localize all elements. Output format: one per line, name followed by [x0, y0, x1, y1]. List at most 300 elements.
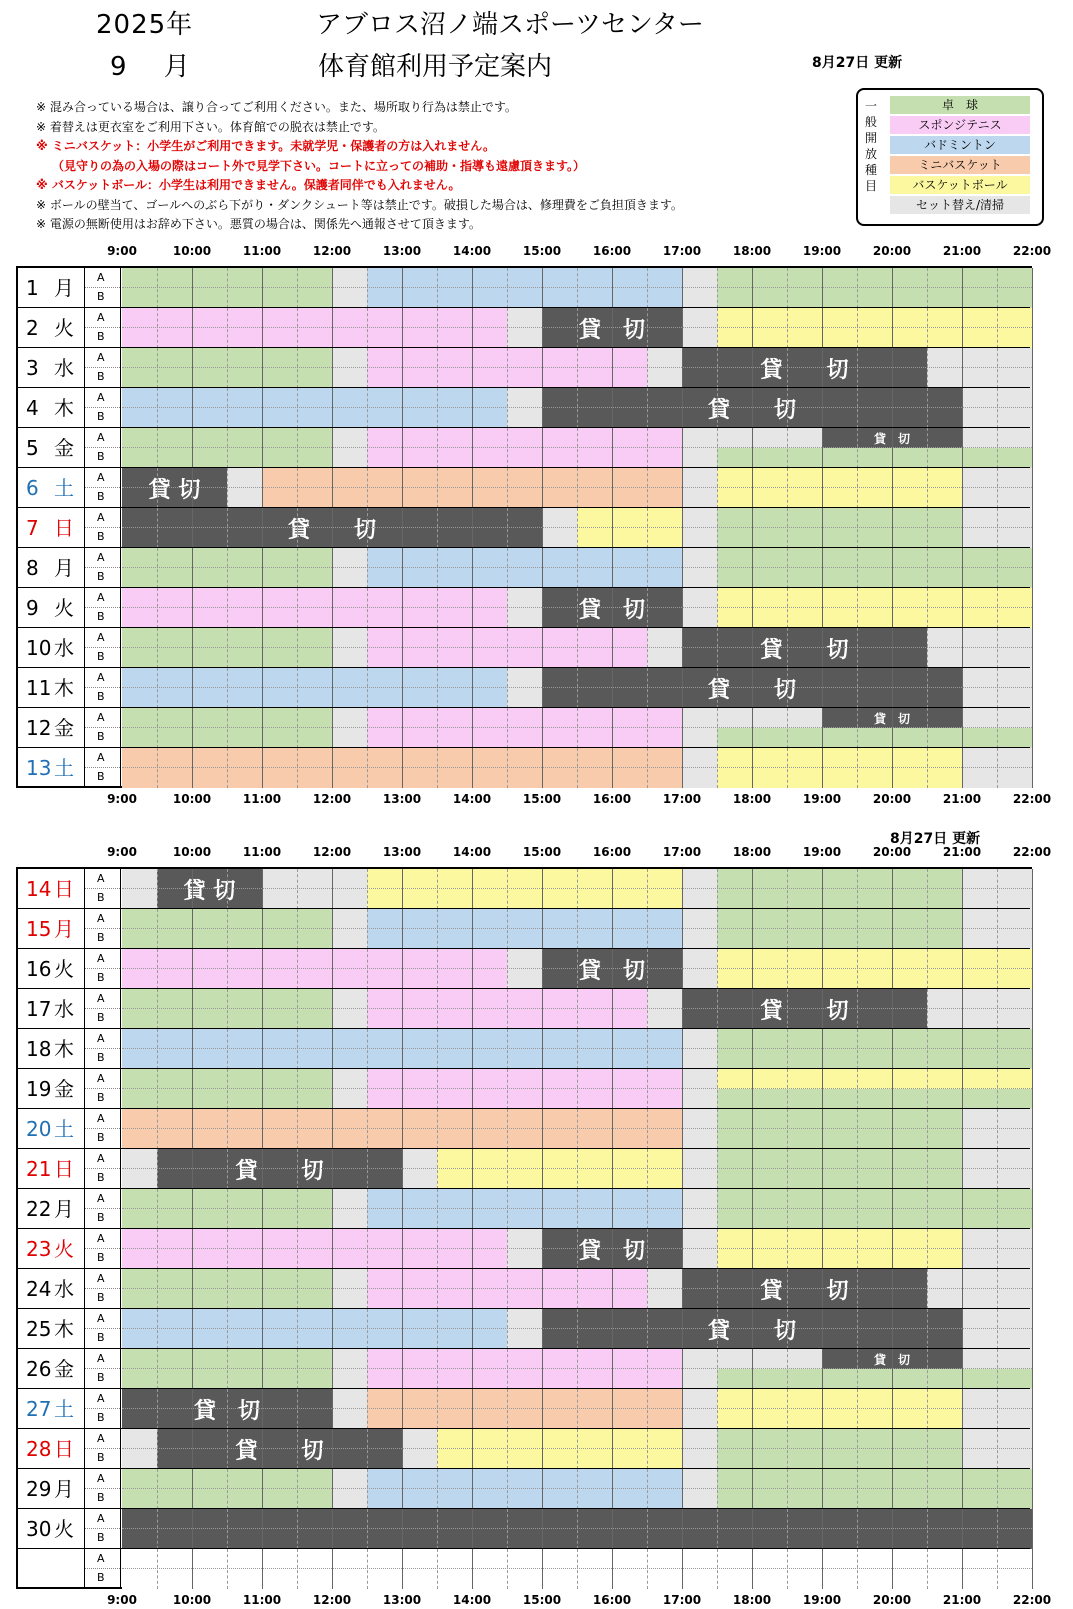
day-row: [18, 1229, 1030, 1269]
legend-item: スポンジテニス: [890, 116, 1030, 134]
schedule-block: [682, 1189, 717, 1229]
reserved-block: 貸 切: [542, 388, 962, 428]
day-row: [18, 1429, 1030, 1469]
schedule-block: [437, 1429, 682, 1469]
hour-label: 9:00: [107, 244, 137, 258]
court-b-label: B: [97, 1491, 105, 1504]
court-labels: [85, 428, 121, 468]
court-labels: [85, 1269, 121, 1309]
schedule-block: [367, 268, 682, 308]
court-labels: [85, 1389, 121, 1429]
hour-label: 12:00: [312, 1593, 352, 1607]
legend-item: ミニバスケット: [890, 156, 1030, 174]
schedule-block: [227, 468, 262, 508]
schedule-block: [682, 588, 717, 628]
legend-vertical-char: 種: [864, 163, 877, 177]
court-a-label: A: [97, 431, 105, 444]
schedule-block: [717, 588, 1032, 628]
hour-label: 9:00: [107, 845, 137, 859]
hour-label: 12:00: [312, 244, 352, 258]
day-of-week: 日: [54, 877, 74, 901]
reserved-block: 貸 切: [157, 1429, 402, 1469]
court-b-label: B: [97, 330, 105, 343]
note-line: ※ 電源の無断使用はお辞め下さい。悪質の場合は、関係先へ通報させて頂きます。: [36, 217, 481, 231]
court-a-label: A: [97, 1432, 105, 1445]
schedule-block: [507, 388, 542, 428]
schedule-block: [122, 1149, 157, 1189]
schedule-block: [507, 949, 542, 989]
hour-label: 15:00: [522, 792, 562, 806]
reserved-block: 貸 切: [682, 1269, 927, 1309]
legend-vertical-char: 般: [864, 115, 877, 129]
day-of-week: 水: [54, 356, 74, 380]
hour-label: 9:00: [107, 1593, 137, 1607]
schedule-block: [332, 268, 367, 308]
day-label: [18, 1509, 85, 1549]
hour-label: 19:00: [802, 792, 842, 806]
day-row: [18, 1389, 1030, 1429]
day-row: [18, 308, 1030, 348]
schedule-block: [717, 1429, 962, 1469]
schedule-block: [717, 909, 962, 949]
court-b-label: B: [97, 1411, 105, 1424]
schedule-block: [682, 728, 717, 748]
schedule-block: [122, 588, 507, 628]
schedule-block: [717, 268, 1032, 308]
court-b-label: B: [97, 1171, 105, 1184]
schedule-block: [332, 1189, 367, 1229]
hour-label: 16:00: [592, 792, 632, 806]
court-b-label: B: [97, 530, 105, 543]
day-label: [18, 468, 85, 508]
court-b-label: B: [97, 370, 105, 383]
schedule-block: [367, 1469, 682, 1509]
day-of-week: 木: [54, 1037, 74, 1061]
day-label: [18, 308, 85, 348]
schedule-grid-1: [16, 266, 1032, 788]
reserved-block: 貸 切: [822, 1349, 962, 1369]
schedule-block: [682, 548, 717, 588]
court-labels: [85, 588, 121, 628]
day-of-week: 月: [54, 276, 74, 300]
court-a-label: A: [97, 391, 105, 404]
schedule-block: [332, 1069, 367, 1089]
court-labels: [85, 1149, 121, 1189]
schedule-block: [682, 508, 717, 548]
day-label: [18, 628, 85, 668]
hour-label: 12:00: [312, 845, 352, 859]
reserved-block: 貸 切: [542, 1309, 962, 1349]
day-of-week: 水: [54, 997, 74, 1021]
court-labels: [85, 1549, 121, 1589]
reserved-block: 貸 切: [822, 708, 962, 728]
day-number: 24: [26, 1277, 52, 1301]
schedule-block: [717, 548, 1032, 588]
court-labels: [85, 468, 121, 508]
day-of-week: 土: [54, 476, 74, 500]
court-b-label: B: [97, 891, 105, 904]
schedule-block: [927, 989, 1032, 1029]
schedule-block: [122, 1429, 157, 1469]
schedule-block: [717, 728, 1032, 748]
schedule-block: [647, 1269, 682, 1309]
day-number: 20: [26, 1117, 52, 1141]
schedule-block: [332, 1089, 367, 1109]
schedule-block: [332, 1369, 367, 1389]
day-label: [18, 668, 85, 708]
court-a-label: A: [97, 1152, 105, 1165]
day-row: [18, 1109, 1030, 1149]
day-row: [18, 1189, 1030, 1229]
day-number: 19: [26, 1077, 52, 1101]
court-b-label: B: [97, 1051, 105, 1064]
day-row: [18, 508, 1030, 548]
schedule-block: [332, 348, 367, 388]
court-labels: [85, 1189, 121, 1229]
schedule-block: [927, 1269, 1032, 1309]
day-row: [18, 909, 1030, 949]
day-row: [18, 628, 1030, 668]
schedule-block: [682, 448, 717, 468]
day-row: [18, 989, 1030, 1029]
schedule-block: [332, 1269, 367, 1309]
schedule-block: [367, 548, 682, 588]
hour-label: 20:00: [872, 845, 912, 859]
day-number: 29: [26, 1477, 52, 1501]
court-b-label: B: [97, 1571, 105, 1584]
schedule-block: [367, 708, 682, 728]
schedule-block: [927, 628, 1032, 668]
schedule-block: [717, 869, 962, 909]
legend-vertical-char: 放: [864, 147, 877, 161]
hour-label: 12:00: [312, 792, 352, 806]
schedule-block: [717, 1469, 1032, 1509]
hour-label: 13:00: [382, 1593, 422, 1607]
court-a-label: A: [97, 1312, 105, 1325]
hour-label: 14:00: [452, 1593, 492, 1607]
legend-vertical-char: 開: [864, 131, 877, 145]
header-month: 9 月: [110, 52, 191, 82]
schedule-block: [367, 1189, 682, 1229]
day-label: [18, 1109, 85, 1149]
hour-label: 17:00: [662, 244, 702, 258]
court-a-label: A: [97, 711, 105, 724]
court-labels: [85, 949, 121, 989]
day-of-week: 火: [54, 316, 74, 340]
day-of-week: 日: [54, 1157, 74, 1181]
schedule-block: [332, 1469, 367, 1509]
schedule-block: [717, 949, 1032, 989]
court-a-label: A: [97, 271, 105, 284]
day-number: 26: [26, 1357, 52, 1381]
day-of-week: 水: [54, 636, 74, 660]
schedule-block: [682, 909, 717, 949]
day-label: [18, 1149, 85, 1189]
court-labels: [85, 668, 121, 708]
day-number: 15: [26, 917, 52, 941]
hour-label: 13:00: [382, 244, 422, 258]
day-of-week: 日: [54, 1437, 74, 1461]
day-label: [18, 1349, 85, 1389]
page-title: アブロス沼ノ端スポーツセンター: [316, 10, 704, 40]
day-row: [18, 869, 1030, 909]
day-row: [18, 748, 1030, 788]
day-of-week: 火: [54, 957, 74, 981]
schedule-block: [647, 628, 682, 668]
legend: [856, 88, 1044, 226]
court-a-label: A: [97, 1392, 105, 1405]
court-a-label: A: [97, 351, 105, 364]
schedule-block: [332, 989, 367, 1029]
day-label: [18, 748, 85, 788]
schedule-grid-2: [16, 867, 1032, 1589]
day-number: 9: [26, 596, 39, 620]
day-label: [18, 1469, 85, 1509]
court-b-label: B: [97, 1211, 105, 1224]
court-b-label: B: [97, 570, 105, 583]
schedule-block: [262, 869, 367, 909]
day-number: 12: [26, 716, 52, 740]
hour-label: 21:00: [942, 792, 982, 806]
schedule-block: [717, 1149, 962, 1189]
schedule-block: [507, 1229, 542, 1269]
day-of-week: 金: [54, 1077, 74, 1101]
court-a-label: A: [97, 751, 105, 764]
hour-label: 11:00: [242, 1593, 282, 1607]
schedule-block: [717, 1089, 1032, 1109]
day-number: 27: [26, 1397, 52, 1421]
day-number: 7: [26, 516, 39, 540]
hour-label: 19:00: [802, 845, 842, 859]
day-of-week: 木: [54, 1317, 74, 1341]
day-of-week: 土: [54, 1397, 74, 1421]
schedule-block: [717, 1069, 1032, 1089]
day-row: [18, 1149, 1030, 1189]
court-labels: [85, 308, 121, 348]
court-labels: [85, 1029, 121, 1069]
schedule-block: [682, 1229, 717, 1269]
schedule-block: [122, 388, 507, 428]
court-b-label: B: [97, 1251, 105, 1264]
day-row: [18, 1469, 1030, 1509]
reserved-block: 貸 切: [542, 668, 962, 708]
schedule-block: [402, 1149, 437, 1189]
reserved-block: 貸 切: [682, 989, 927, 1029]
reserved-block: 貸 切: [682, 348, 927, 388]
day-label: [18, 588, 85, 628]
hour-label: 22:00: [1012, 845, 1052, 859]
schedule-block: [682, 949, 717, 989]
schedule-block: [332, 628, 367, 668]
day-number: 16: [26, 957, 52, 981]
schedule-block: [682, 1369, 717, 1389]
schedule-block: [682, 1469, 717, 1509]
schedule-block: [682, 1109, 717, 1149]
note-line: ※ 混み合っている場合は、譲り合ってご利用ください。また、場所取り行為は禁止です。: [36, 100, 517, 114]
day-of-week: 月: [54, 917, 74, 941]
day-of-week: 火: [54, 1517, 74, 1541]
hour-label: 14:00: [452, 845, 492, 859]
day-label: [18, 348, 85, 388]
court-b-label: B: [97, 490, 105, 503]
schedule-block: [367, 1389, 682, 1429]
hour-label: 20:00: [872, 244, 912, 258]
schedule-block: [507, 668, 542, 708]
court-labels: [85, 1429, 121, 1469]
schedule-block: [367, 428, 682, 448]
note-line: ※ ボールの壁当て、ゴールへのぶら下がり・ダンクシュート等は禁止です。破損した場合は、修理費をご負担頂きます。: [36, 197, 683, 212]
schedule-block: [367, 1069, 682, 1089]
day-of-week: 日: [54, 516, 74, 540]
legend-vertical-char: 一: [864, 99, 877, 113]
day-of-week: 月: [54, 556, 74, 580]
reserved-block: 貸 切: [542, 1229, 682, 1269]
day-label: [18, 268, 85, 308]
hour-label: 20:00: [872, 1593, 912, 1607]
court-labels: [85, 1109, 121, 1149]
day-number: 1: [26, 276, 39, 300]
hour-label: 13:00: [382, 845, 422, 859]
schedule-block: [122, 949, 507, 989]
schedule-block: [682, 1389, 717, 1429]
schedule-block: [122, 308, 507, 348]
day-row: [18, 1269, 1030, 1309]
day-number: 10: [26, 636, 52, 660]
notes-list: [36, 98, 683, 235]
day-label: [18, 708, 85, 748]
hour-label: 16:00: [592, 244, 632, 258]
court-b-label: B: [97, 1011, 105, 1024]
schedule-block: [717, 1369, 1032, 1389]
day-number: 6: [26, 476, 39, 500]
schedule-block: [437, 1149, 682, 1189]
court-a-label: A: [97, 872, 105, 885]
schedule-block: [717, 1029, 1032, 1069]
court-labels: [85, 268, 121, 308]
schedule-block: [332, 909, 367, 949]
hour-label: 21:00: [942, 244, 982, 258]
day-of-week: 土: [54, 1117, 74, 1141]
day-label: [18, 1309, 85, 1349]
court-labels: [85, 1069, 121, 1109]
schedule-block: [577, 508, 682, 548]
hour-label: 17:00: [662, 845, 702, 859]
hour-label: 18:00: [732, 244, 772, 258]
court-a-label: A: [97, 992, 105, 1005]
hour-label: 19:00: [802, 244, 842, 258]
day-of-week: 木: [54, 396, 74, 420]
schedule-block: [717, 508, 962, 548]
day-row: [18, 548, 1030, 588]
reserved-block: 貸 切: [122, 468, 227, 508]
hour-label: 15:00: [522, 845, 562, 859]
hour-label: 16:00: [592, 845, 632, 859]
day-row: [18, 1349, 1030, 1389]
hour-label: 13:00: [382, 792, 422, 806]
schedule-block: [122, 1309, 507, 1349]
day-row: [18, 428, 1030, 468]
court-b-label: B: [97, 1371, 105, 1384]
court-b-label: B: [97, 450, 105, 463]
reserved-block: 貸 切: [682, 628, 927, 668]
day-label: [18, 1229, 85, 1269]
day-number: 30: [26, 1517, 52, 1541]
court-a-label: A: [97, 591, 105, 604]
schedule-block: [367, 1349, 682, 1369]
schedule-block: [332, 1349, 367, 1369]
court-labels: [85, 869, 121, 909]
hour-label: 10:00: [172, 845, 212, 859]
reserved-block: 貸 切: [122, 1389, 332, 1429]
schedule-block: [682, 1029, 717, 1069]
legend-item: セット替え/清掃: [890, 196, 1030, 214]
reserved-block: 貸 切: [157, 869, 262, 909]
court-b-label: B: [97, 1091, 105, 1104]
day-row: [18, 708, 1030, 748]
schedule-block: [332, 448, 367, 468]
court-b-label: B: [97, 1531, 105, 1544]
schedule-block: [122, 1229, 507, 1269]
note-line: ※ ミニバスケット：小学生がご利用できます。未就学児・保護者の方は入れません。: [36, 139, 496, 153]
hour-label: 11:00: [242, 244, 282, 258]
hour-label: 22:00: [1012, 1593, 1052, 1607]
court-b-label: B: [97, 730, 105, 743]
hour-label: 15:00: [522, 244, 562, 258]
day-row: [18, 949, 1030, 989]
schedule-block: [122, 668, 507, 708]
schedule-block: [682, 1149, 717, 1189]
court-a-label: A: [97, 1072, 105, 1085]
day-number: 25: [26, 1317, 52, 1341]
court-a-label: A: [97, 912, 105, 925]
schedule-block: [682, 748, 717, 788]
schedule-block: [717, 1189, 1032, 1229]
hour-label: 21:00: [942, 1593, 982, 1607]
court-a-label: A: [97, 952, 105, 965]
hour-label: 21:00: [942, 845, 982, 859]
court-a-label: A: [97, 1512, 105, 1525]
hour-label: 11:00: [242, 845, 282, 859]
court-b-label: B: [97, 610, 105, 623]
day-of-week: 水: [54, 1277, 74, 1301]
schedule-block: [682, 1069, 717, 1089]
schedule-block: [647, 348, 682, 388]
hour-label: 17:00: [662, 1593, 702, 1607]
day-label: [18, 548, 85, 588]
court-a-label: A: [97, 311, 105, 324]
schedule-block: [717, 1389, 962, 1429]
day-number: 23: [26, 1237, 52, 1261]
court-labels: [85, 989, 121, 1029]
day-row: [18, 1549, 1030, 1589]
day-number: 4: [26, 396, 39, 420]
day-number: 28: [26, 1437, 52, 1461]
day-label: [18, 1269, 85, 1309]
reserved-block: 貸 切: [822, 428, 962, 448]
day-of-week: 月: [54, 1477, 74, 1501]
day-of-week: 火: [54, 596, 74, 620]
day-label: [18, 428, 85, 468]
hour-label: 17:00: [662, 792, 702, 806]
schedule-block: [332, 708, 367, 728]
day-number: 17: [26, 997, 52, 1021]
schedule-block: [332, 548, 367, 588]
schedule-block: [122, 869, 157, 909]
schedule-block: [507, 1309, 542, 1349]
day-number: 2: [26, 316, 39, 340]
schedule-block: [717, 468, 962, 508]
day-number: 11: [26, 676, 52, 700]
